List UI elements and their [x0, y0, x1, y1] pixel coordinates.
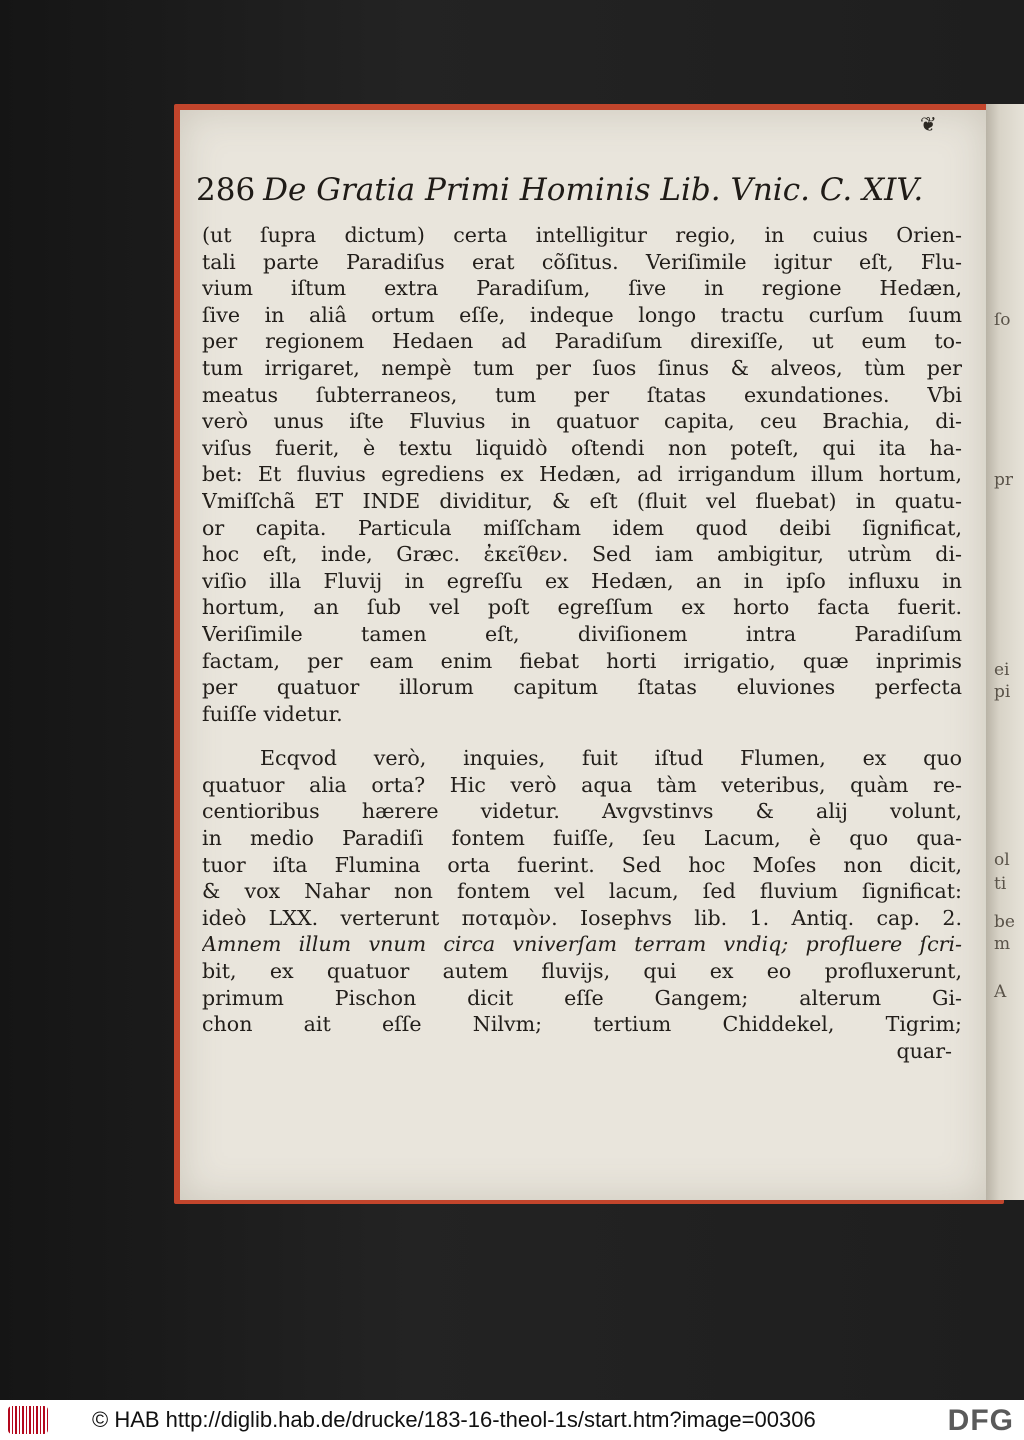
facing-page-fragment: pr	[994, 470, 1014, 490]
text-line: per quatuor illorum capitum ſtatas eluviones perfecta	[202, 675, 962, 700]
facing-page-fragment: ſo	[994, 310, 1011, 330]
dfg-logo[interactable]: DFG	[947, 1404, 1014, 1437]
text-line: hoc eſt, inde, Græc. ἐκεῖθεν. Sed iam ambigitur, utrùm di-	[202, 542, 962, 567]
page-number: 286	[196, 172, 256, 208]
text-line: per regionem Hedaen ad Paradiſum direxiſſe, ut eum to-	[202, 329, 962, 354]
facing-page-fragment: ti	[994, 874, 1007, 894]
body-text	[202, 222, 962, 1064]
facing-page-fragment: pi	[994, 682, 1011, 702]
text-line: (ut ſupra dictum) certa intelligitur regio, in cuius Orien-	[202, 223, 962, 247]
text-line: Amnem illum vnum circa vniverſam terram vndiq; profluere ſcri-	[202, 932, 962, 957]
text-line: tali parte Paradiſus erat cõſitus. Veriſimile igitur eſt, Flu-	[202, 249, 962, 274]
text-line: Veriſimile tamen eſt, diviſionem intra Paradiſum	[202, 621, 962, 646]
catchword: quar-	[896, 1038, 952, 1063]
text-line: fuiſſe videtur.	[202, 701, 343, 726]
facing-page-fragment: A	[994, 982, 1007, 1002]
text-line: primum Pischon dicit eſſe Gangem; alterum Gi-	[202, 985, 962, 1010]
text-line: viſus fuerit, è textu liquidò oſtendi non poteſt, qui ita ha-	[202, 435, 962, 460]
text-line: chon ait eſſe Nilvm; tertium Chiddekel, Tigrim;	[202, 1012, 962, 1037]
text-line: tum irrigaret, nempè tum per ſuos ſinus & alveos, tùm per	[202, 355, 962, 380]
text-line: viſio illa Fluvij in egreſſu ex Hedæn, an in ipſo influxu in	[202, 568, 962, 593]
text-line: Ecqvod verò, inquies, fuit iſtud Flumen, ex quo	[260, 746, 962, 771]
running-head-title: De Gratia Primi Hominis Lib. Vnic. C. XIV.	[263, 172, 924, 208]
text-line: centioribus hærere videtur. Avgvstinvs & alij volunt,	[202, 799, 962, 824]
facing-page-fragment: be	[994, 912, 1015, 932]
hab-logo-icon[interactable]	[8, 1406, 48, 1434]
text-line: in medio Paradiſi fontem fuiſſe, ſeu Lacum, è quo qua-	[202, 826, 962, 851]
paragraph-2	[202, 745, 962, 1038]
text-line: factam, per eam enim fiebat horti irrigatio, quæ inprimis	[202, 648, 962, 673]
text-line: meatus ſubterraneos, tum per ſtatas exundationes. Vbi	[202, 382, 962, 407]
text-line: ſive in aliâ ortum eſſe, indeque longo tractu curſum ſuum	[202, 302, 962, 327]
text-line: & vox Nahar non fontem vel lacum, ſed fluvium ſignificat:	[202, 879, 962, 904]
text-line: Vmiſſchã ET INDE dividitur, & eſt (fluit vel fluebat) in quatu-	[202, 488, 962, 513]
text-line: bet: Et fluvius egrediens ex Hedæn, ad irrigandum illum hortum,	[202, 462, 962, 487]
book-page	[180, 110, 986, 1200]
copyright-link[interactable]: © HAB http://diglib.hab.de/drucke/183-16-theol-1s/start.htm?image=00306	[92, 1407, 816, 1432]
paragraph-1	[202, 222, 962, 727]
text-line: tuor iſta Flumina orta fuerint. Sed hoc Moſes non dicit,	[202, 852, 962, 877]
text-line: bit, ex quatuor autem fluvijs, qui ex eo profluxerunt,	[202, 959, 962, 984]
text-line: ideò LXX. verterunt ποταμὸν. Iosephvs lib. 1. Antiq. cap. 2.	[202, 905, 962, 930]
ornament-icon: ❦	[920, 112, 937, 136]
facing-page-fragment: ol	[994, 850, 1010, 870]
text-line: quatuor alia orta? Hic verò aqua tàm veteribus, quàm re-	[202, 772, 962, 797]
viewer-footer	[0, 1400, 1024, 1440]
text-line: or capita. Particula miſſcham idem quod deibi ſignificat,	[202, 515, 962, 540]
facing-page-edge	[986, 104, 1024, 1200]
text-line: hortum, an ſub vel poſt egreſſum ex horto facta fuerit.	[202, 595, 962, 620]
facing-page-fragment: m	[994, 934, 1011, 954]
text-line: vium iſtum extra Paradiſum, ſive in regione Hedæn,	[202, 276, 962, 301]
text-line: verò unus iſte Fluvius in quatuor capita, ceu Brachia, di-	[202, 409, 962, 434]
running-head	[196, 172, 956, 208]
facing-page-fragment: ei	[994, 660, 1010, 680]
